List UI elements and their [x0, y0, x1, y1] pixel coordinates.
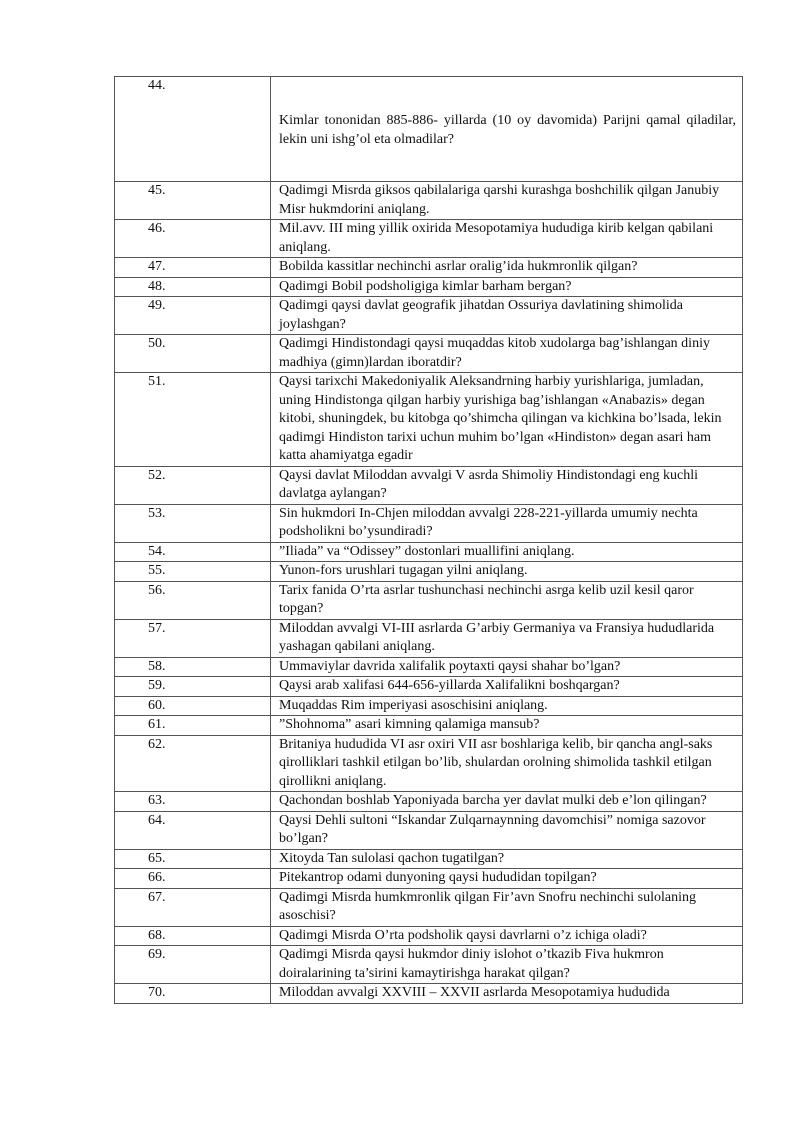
questions-table — [114, 76, 743, 1004]
table-row — [115, 542, 743, 562]
question-text-cell — [271, 657, 743, 677]
question-number: 52. — [115, 466, 271, 504]
table-row — [115, 77, 743, 182]
question-number: 53. — [115, 504, 271, 542]
question-text-cell — [271, 792, 743, 812]
table-row — [115, 297, 743, 335]
table-row — [115, 735, 743, 792]
question-number: 59. — [115, 677, 271, 697]
question-text: Qachondan boshlab Yaponiyada barcha yer davlat mulki deb e’lon qilingan? — [279, 793, 707, 808]
question-text-cell — [271, 716, 743, 736]
table-row — [115, 849, 743, 869]
question-text: Yunon-fors urushlari tugagan yilni aniqlang. — [279, 563, 528, 578]
question-number: 62. — [115, 735, 271, 792]
question-text: Qadimgi Misrda giksos qabilalariga qarshi kurashga boshchilik qilgan Janubiy Misr hukmdorini aniqlang. — [279, 183, 720, 217]
question-text: Xitoyda Tan sulolasi qachon tugatilgan? — [279, 850, 505, 866]
question-text-cell — [271, 849, 743, 869]
question-text: Qaysi tarixchi Makedoniyalik Aleksandrning harbiy yurishlariga, jumladan, uning Hindistonga qilgan harbiy yurishiga bag’ishlangan «Anabazis» degan kitobi, shuningdek, bu kitobga qo’shimcha qilingan va kichkina bo’lsada, lekin qadimgi Hindiston tarixi uchun muhim bo’lgan «Hindiston» degan asari ham katta ahamiyatga egadir — [279, 374, 722, 463]
question-text: Qadimgi Misrda humkmronlik qilgan Fir’avn Snofru nechinchi sulolaning asoschisi? — [279, 889, 696, 923]
question-text-cell — [271, 811, 743, 849]
question-text: Muqaddas Rim imperiyasi asoschisini aniqlang. — [279, 697, 548, 713]
question-text-cell — [271, 335, 743, 373]
table-row — [115, 696, 743, 716]
question-number: 56. — [115, 581, 271, 619]
question-text: Mil.avv. III ming yillik oxirida Mesopotamiya hududiga kirib kelgan qabilani aniqlang. — [279, 221, 714, 255]
question-number: 46. — [115, 220, 271, 258]
question-number: 68. — [115, 926, 271, 946]
question-number: 49. — [115, 297, 271, 335]
question-text-cell — [271, 888, 743, 926]
question-text: Pitekantrop odami dunyoning qaysi hududidan topilgan? — [279, 870, 597, 885]
table-row — [115, 792, 743, 812]
question-text-cell — [271, 504, 743, 542]
table-row — [115, 335, 743, 373]
question-text: Miloddan avvalgi VI-III asrlarda G’arbiy Germaniya va Fransiya hududlarida yashagan qabilani aniqlang. — [279, 620, 715, 654]
question-text: Qadimgi Misrda O’rta podsholik qaysi davrlarni o’z ichiga oladi? — [279, 927, 647, 943]
question-text: Britaniya hududida VI asr oxiri VII asr boshlariga kelib, bir qancha angl-saks qirolliklari tashkil etilgan bo’lib, shulardan orolning shimolida tashkil etilgan qirollikni aniqlang. — [279, 736, 713, 789]
question-number: 57. — [115, 619, 271, 657]
question-text-cell — [271, 946, 743, 984]
question-text-cell — [271, 182, 743, 220]
table-row — [115, 373, 743, 467]
question-text: ”Shohnoma” asari kimning qalamiga mansub? — [279, 717, 540, 732]
question-number: 50. — [115, 335, 271, 373]
question-text: Qaysi Dehli sultoni “Iskandar Zulqarnaynning davomchisi” nomiga sazovor bo’lgan? — [279, 812, 706, 846]
question-text: Qadimgi Bobil podsholigiga kimlar barham bergan? — [279, 278, 572, 294]
question-text: Tarix fanida O’rta asrlar tushunchasi nechinchi asrga kelib uzil kesil qaror topgan? — [279, 582, 694, 616]
table-row — [115, 277, 743, 297]
question-text-cell — [271, 984, 743, 1004]
question-text-cell — [271, 77, 743, 182]
question-number: 51. — [115, 373, 271, 467]
question-text-cell — [271, 220, 743, 258]
question-number: 48. — [115, 277, 271, 297]
question-number: 65. — [115, 849, 271, 869]
table-row — [115, 811, 743, 849]
table-row — [115, 716, 743, 736]
question-number: 66. — [115, 869, 271, 889]
question-text-cell — [271, 542, 743, 562]
table-row — [115, 888, 743, 926]
question-number: 55. — [115, 562, 271, 582]
question-number: 47. — [115, 258, 271, 278]
table-row — [115, 984, 743, 1004]
question-text-cell — [271, 277, 743, 297]
question-number: 67. — [115, 888, 271, 926]
question-text-cell — [271, 926, 743, 946]
question-text: Qadimgi qaysi davlat geografik jihatdan Ossuriya davlatining shimolida joylashgan? — [279, 298, 683, 332]
question-text: ”Iliada” va “Odissey” dostonlari muallifini aniqlang. — [279, 543, 575, 559]
question-text-cell — [271, 696, 743, 716]
question-number: 60. — [115, 696, 271, 716]
question-text-cell — [271, 466, 743, 504]
table-row — [115, 869, 743, 889]
table-row — [115, 677, 743, 697]
question-text: Kimlar tononidan 885-886- yillarda (10 oy davomida) Parijni qamal qiladilar, lekin uni ishg’ol eta olmadilar? — [279, 113, 736, 147]
question-text: Bobilda kassitlar nechinchi asrlar oralig’ida hukmronlik qilgan? — [279, 259, 638, 274]
question-number: 54. — [115, 542, 271, 562]
table-row — [115, 220, 743, 258]
question-text: Sin hukmdori In-Chjen miloddan avvalgi 228-221-yillarda umumiy nechta podsholikni bo’ysundiradi? — [279, 505, 698, 539]
question-number: 63. — [115, 792, 271, 812]
question-text: Ummaviylar davrida xalifalik poytaxti qaysi shahar bo’lgan? — [279, 658, 621, 674]
question-number: 61. — [115, 716, 271, 736]
question-text: Qaysi arab xalifasi 644-656-yillarda Xalifalikni boshqargan? — [279, 678, 620, 693]
question-number: 69. — [115, 946, 271, 984]
question-text-cell — [271, 735, 743, 792]
question-text-cell — [271, 581, 743, 619]
question-text-cell — [271, 373, 743, 467]
table-row — [115, 466, 743, 504]
question-text: Qaysi davlat Miloddan avvalgi V asrda Shimoliy Hindistondagi eng kuchli davlatga aylangan? — [279, 467, 699, 501]
question-text-cell — [271, 619, 743, 657]
table-row — [115, 619, 743, 657]
question-number: 45. — [115, 182, 271, 220]
table-row — [115, 581, 743, 619]
question-number: 44. — [115, 77, 271, 182]
table-row — [115, 657, 743, 677]
table-row — [115, 946, 743, 984]
table-row — [115, 926, 743, 946]
question-text: Miloddan avvalgi XXVIII – XXVII asrlarda Mesopotamiya hududida — [279, 985, 670, 1000]
table-row — [115, 182, 743, 220]
question-text-cell — [271, 297, 743, 335]
question-text: Qadimgi Hindistondagi qaysi muqaddas kitob xudolarga bag’ishlangan diniy madhiya (gimn)lardan iboratdir? — [279, 336, 710, 370]
question-number: 70. — [115, 984, 271, 1004]
question-number: 64. — [115, 811, 271, 849]
table-row — [115, 504, 743, 542]
question-text-cell — [271, 869, 743, 889]
question-number: 58. — [115, 657, 271, 677]
question-text: Qadimgi Misrda qaysi hukmdor diniy islohot o’tkazib Fiva hukmron doiralarining ta’sirini kamaytirishga harakat qilgan? — [279, 947, 664, 981]
table-row — [115, 562, 743, 582]
question-text-cell — [271, 258, 743, 278]
table-row — [115, 258, 743, 278]
question-text-cell — [271, 677, 743, 697]
question-text-cell — [271, 562, 743, 582]
